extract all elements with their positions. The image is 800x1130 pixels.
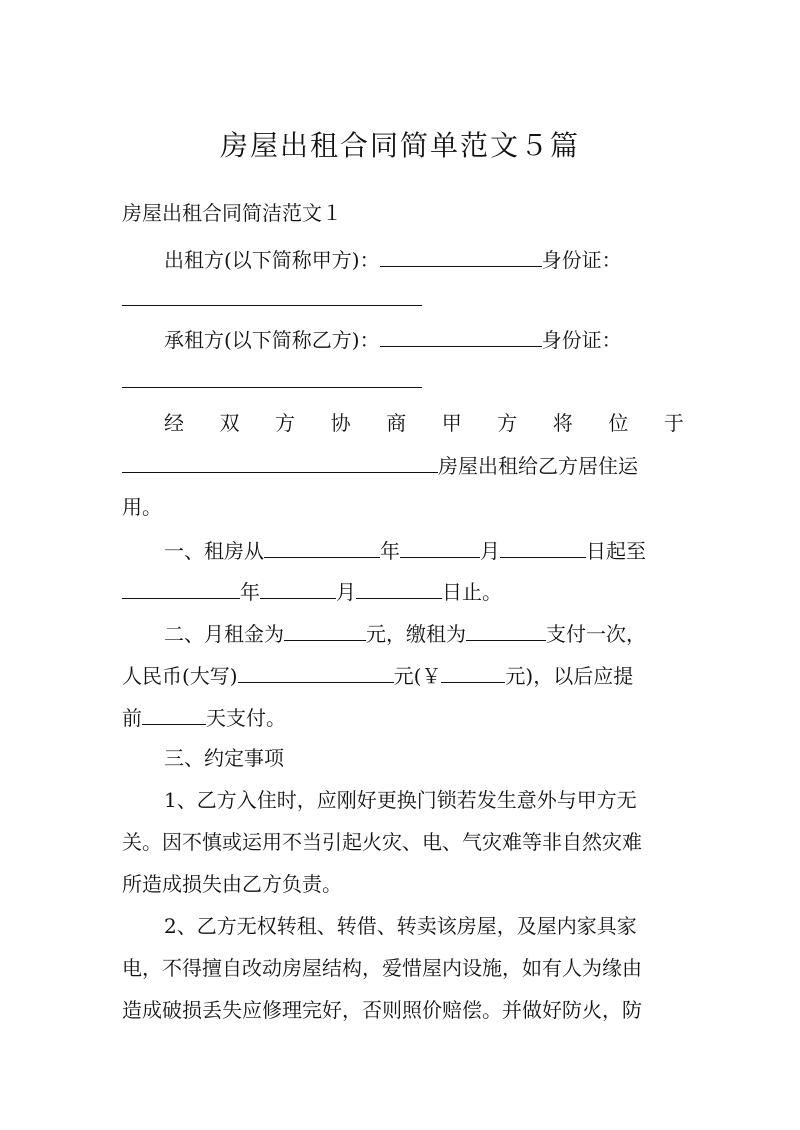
rent-line-1 bbox=[164, 620, 646, 646]
rmb-amount-blank bbox=[441, 662, 505, 683]
monthly-rent-blank bbox=[284, 620, 366, 641]
month-label: 月 bbox=[480, 539, 500, 563]
year-label: 年 bbox=[380, 539, 400, 563]
month-label: 月 bbox=[336, 580, 356, 604]
rmb-uppercase-label: 人民币(大写) bbox=[122, 664, 238, 688]
payment-frequency-label: 支付一次， bbox=[546, 622, 646, 646]
start-year-blank bbox=[264, 537, 380, 558]
lessee-id-blank bbox=[122, 387, 422, 388]
advance-days-label: 天支付。 bbox=[206, 706, 286, 730]
clause-2-line: 电，不得擅自改动房屋结构，爱惜屋内设施，如有人为缘由 bbox=[122, 956, 642, 980]
advance-label: 元)，以后应提 bbox=[505, 664, 634, 688]
section-3-heading: 三、约定事项 bbox=[164, 746, 284, 770]
advance-prefix: 前 bbox=[122, 706, 142, 730]
start-day-blank bbox=[500, 537, 586, 558]
lessor-name-blank bbox=[380, 246, 542, 267]
agree-char: 于 bbox=[663, 411, 684, 435]
end-year-blank bbox=[122, 578, 240, 599]
agree-char: 位 bbox=[608, 411, 629, 435]
rent-line-3 bbox=[122, 704, 286, 730]
clause-2-line: 造成破损丢失应修理完好，否则照价赔偿。并做好防火，防 bbox=[122, 998, 642, 1022]
lessor-id-label: 身份证： bbox=[541, 248, 622, 272]
clause-2-line: 2、乙方无权转租、转借、转卖该房屋，及屋内家具家 bbox=[164, 914, 637, 938]
end-month-blank bbox=[260, 578, 336, 599]
lessor-id-blank bbox=[122, 305, 422, 306]
clause-1-line: 关。因不慎或运用不当引起火灾、电、气灾难等非自然灾难 bbox=[122, 830, 642, 854]
agree-char: 商 bbox=[386, 411, 407, 435]
agreement-line-2 bbox=[122, 452, 638, 478]
property-location-blank bbox=[122, 452, 438, 473]
lessee-label: 承租方(以下简称乙方)： bbox=[164, 328, 380, 352]
document-title: 房屋出租合同简单范文５篇 bbox=[219, 129, 580, 162]
lessee-id-label: 身份证： bbox=[541, 328, 622, 352]
day-to-label: 日止。 bbox=[442, 580, 502, 604]
agree-char: 甲 bbox=[441, 411, 462, 435]
agreement-end: 用。 bbox=[122, 495, 162, 519]
lessee-line bbox=[164, 326, 622, 352]
rmb-uppercase-blank bbox=[238, 662, 394, 683]
agree-char: 将 bbox=[552, 411, 573, 435]
payment-term-label: 元，缴租为 bbox=[366, 622, 466, 646]
day-from-label: 日起至 bbox=[586, 539, 646, 563]
monthly-rent-label: 二、月租金为 bbox=[164, 622, 284, 646]
lessor-label: 出租方(以下简称甲方)： bbox=[164, 248, 380, 272]
start-month-blank bbox=[400, 537, 480, 558]
agreement-tail: 房屋出租给乙方居住运 bbox=[438, 454, 638, 478]
lease-term-line-1 bbox=[164, 537, 646, 563]
agree-char: 方 bbox=[497, 411, 518, 435]
end-day-blank bbox=[356, 578, 442, 599]
agree-char: 双 bbox=[219, 411, 240, 435]
clause-1-line: 1、乙方入住时，应刚好更换门锁若发生意外与甲方无 bbox=[164, 788, 637, 812]
advance-days-blank bbox=[142, 704, 206, 725]
payment-period-blank bbox=[466, 620, 546, 641]
clause-1-line: 所造成损失由乙方负责。 bbox=[122, 872, 342, 896]
agree-char: 经 bbox=[164, 411, 184, 435]
year-label: 年 bbox=[240, 580, 260, 604]
rent-line-2 bbox=[122, 662, 633, 688]
lease-term-line-2 bbox=[122, 578, 502, 604]
lease-from-label: 一、租房从 bbox=[164, 539, 264, 563]
lessee-name-blank bbox=[380, 326, 542, 347]
rmb-symbol-label: 元(￥ bbox=[393, 664, 442, 688]
agreement-line bbox=[164, 410, 684, 436]
document-subtitle: 房屋出租合同简洁范文１ bbox=[122, 201, 342, 225]
agree-char: 协 bbox=[330, 411, 351, 435]
agree-char: 方 bbox=[275, 411, 296, 435]
lessor-line bbox=[164, 246, 622, 272]
